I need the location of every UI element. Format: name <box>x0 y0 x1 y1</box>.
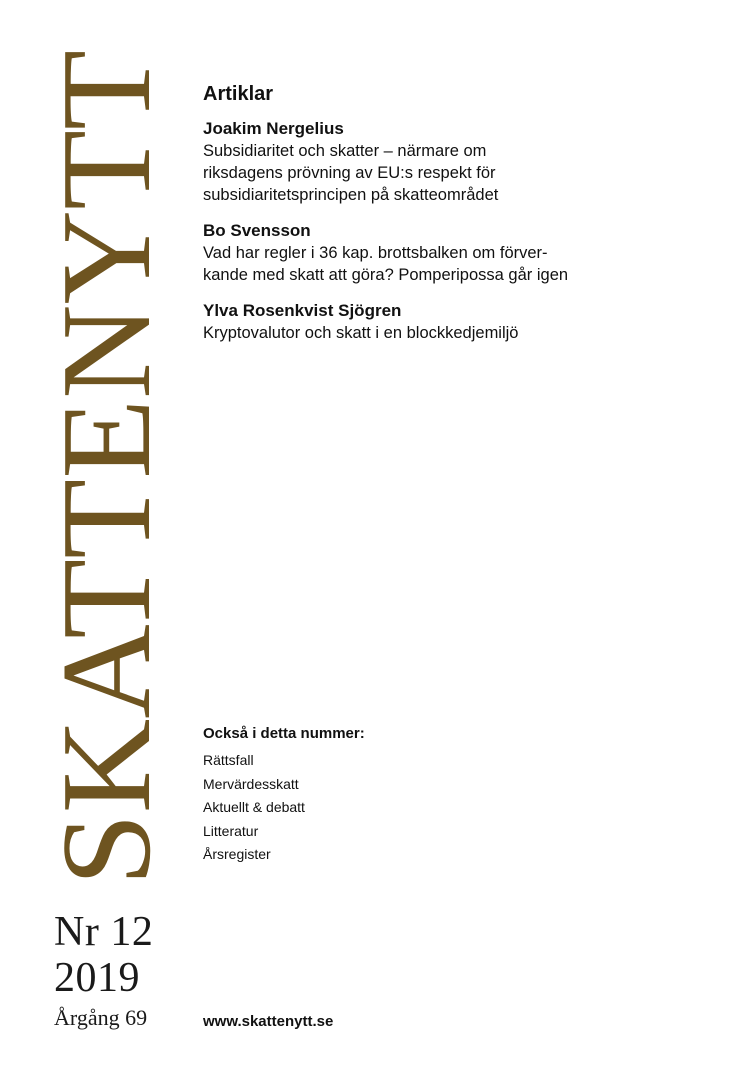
articles-heading: Artiklar <box>203 83 274 105</box>
article-item <box>203 220 713 286</box>
issue-info <box>54 910 153 1032</box>
issue-volume: Årgång 69 <box>54 1005 148 1030</box>
article-item <box>203 118 713 206</box>
masthead-logo <box>35 50 177 888</box>
masthead-title: SKATTENYTT <box>35 68 177 886</box>
issue-year: 2019 <box>54 955 140 1001</box>
also-item: Aktuellt & debatt <box>203 799 305 815</box>
articles-section <box>203 82 713 358</box>
also-item: Litteratur <box>203 822 259 839</box>
article-title: Subsidiaritet och skatter – närmare om riksdagens prövning av EU:s respekt för subsidiaritetsprincipen på skatteområdet <box>203 142 499 204</box>
issue-number: Nr 12 <box>54 909 154 955</box>
also-item: Rättsfall <box>203 752 254 768</box>
also-item: Mervärdesskatt <box>203 775 299 792</box>
also-heading: Också i detta nummer: <box>203 725 365 742</box>
article-author: Bo Svensson <box>203 221 311 240</box>
article-item <box>203 300 713 344</box>
article-author: Ylva Rosenkvist Sjögren <box>203 301 402 320</box>
also-in-issue <box>203 725 365 867</box>
article-title: Kryptovalutor och skatt i en blockkedjemiljö <box>203 324 519 342</box>
article-title: Vad har regler i 36 kap. brottsbalken om förver- kande med skatt att göra? Pomperipossa går igen <box>203 244 569 284</box>
article-author: Joakim Nergelius <box>203 119 344 138</box>
website-url: www.skattenytt.se <box>203 1013 334 1030</box>
also-item: Årsregister <box>203 846 271 862</box>
masthead-wordmark <box>35 50 177 888</box>
